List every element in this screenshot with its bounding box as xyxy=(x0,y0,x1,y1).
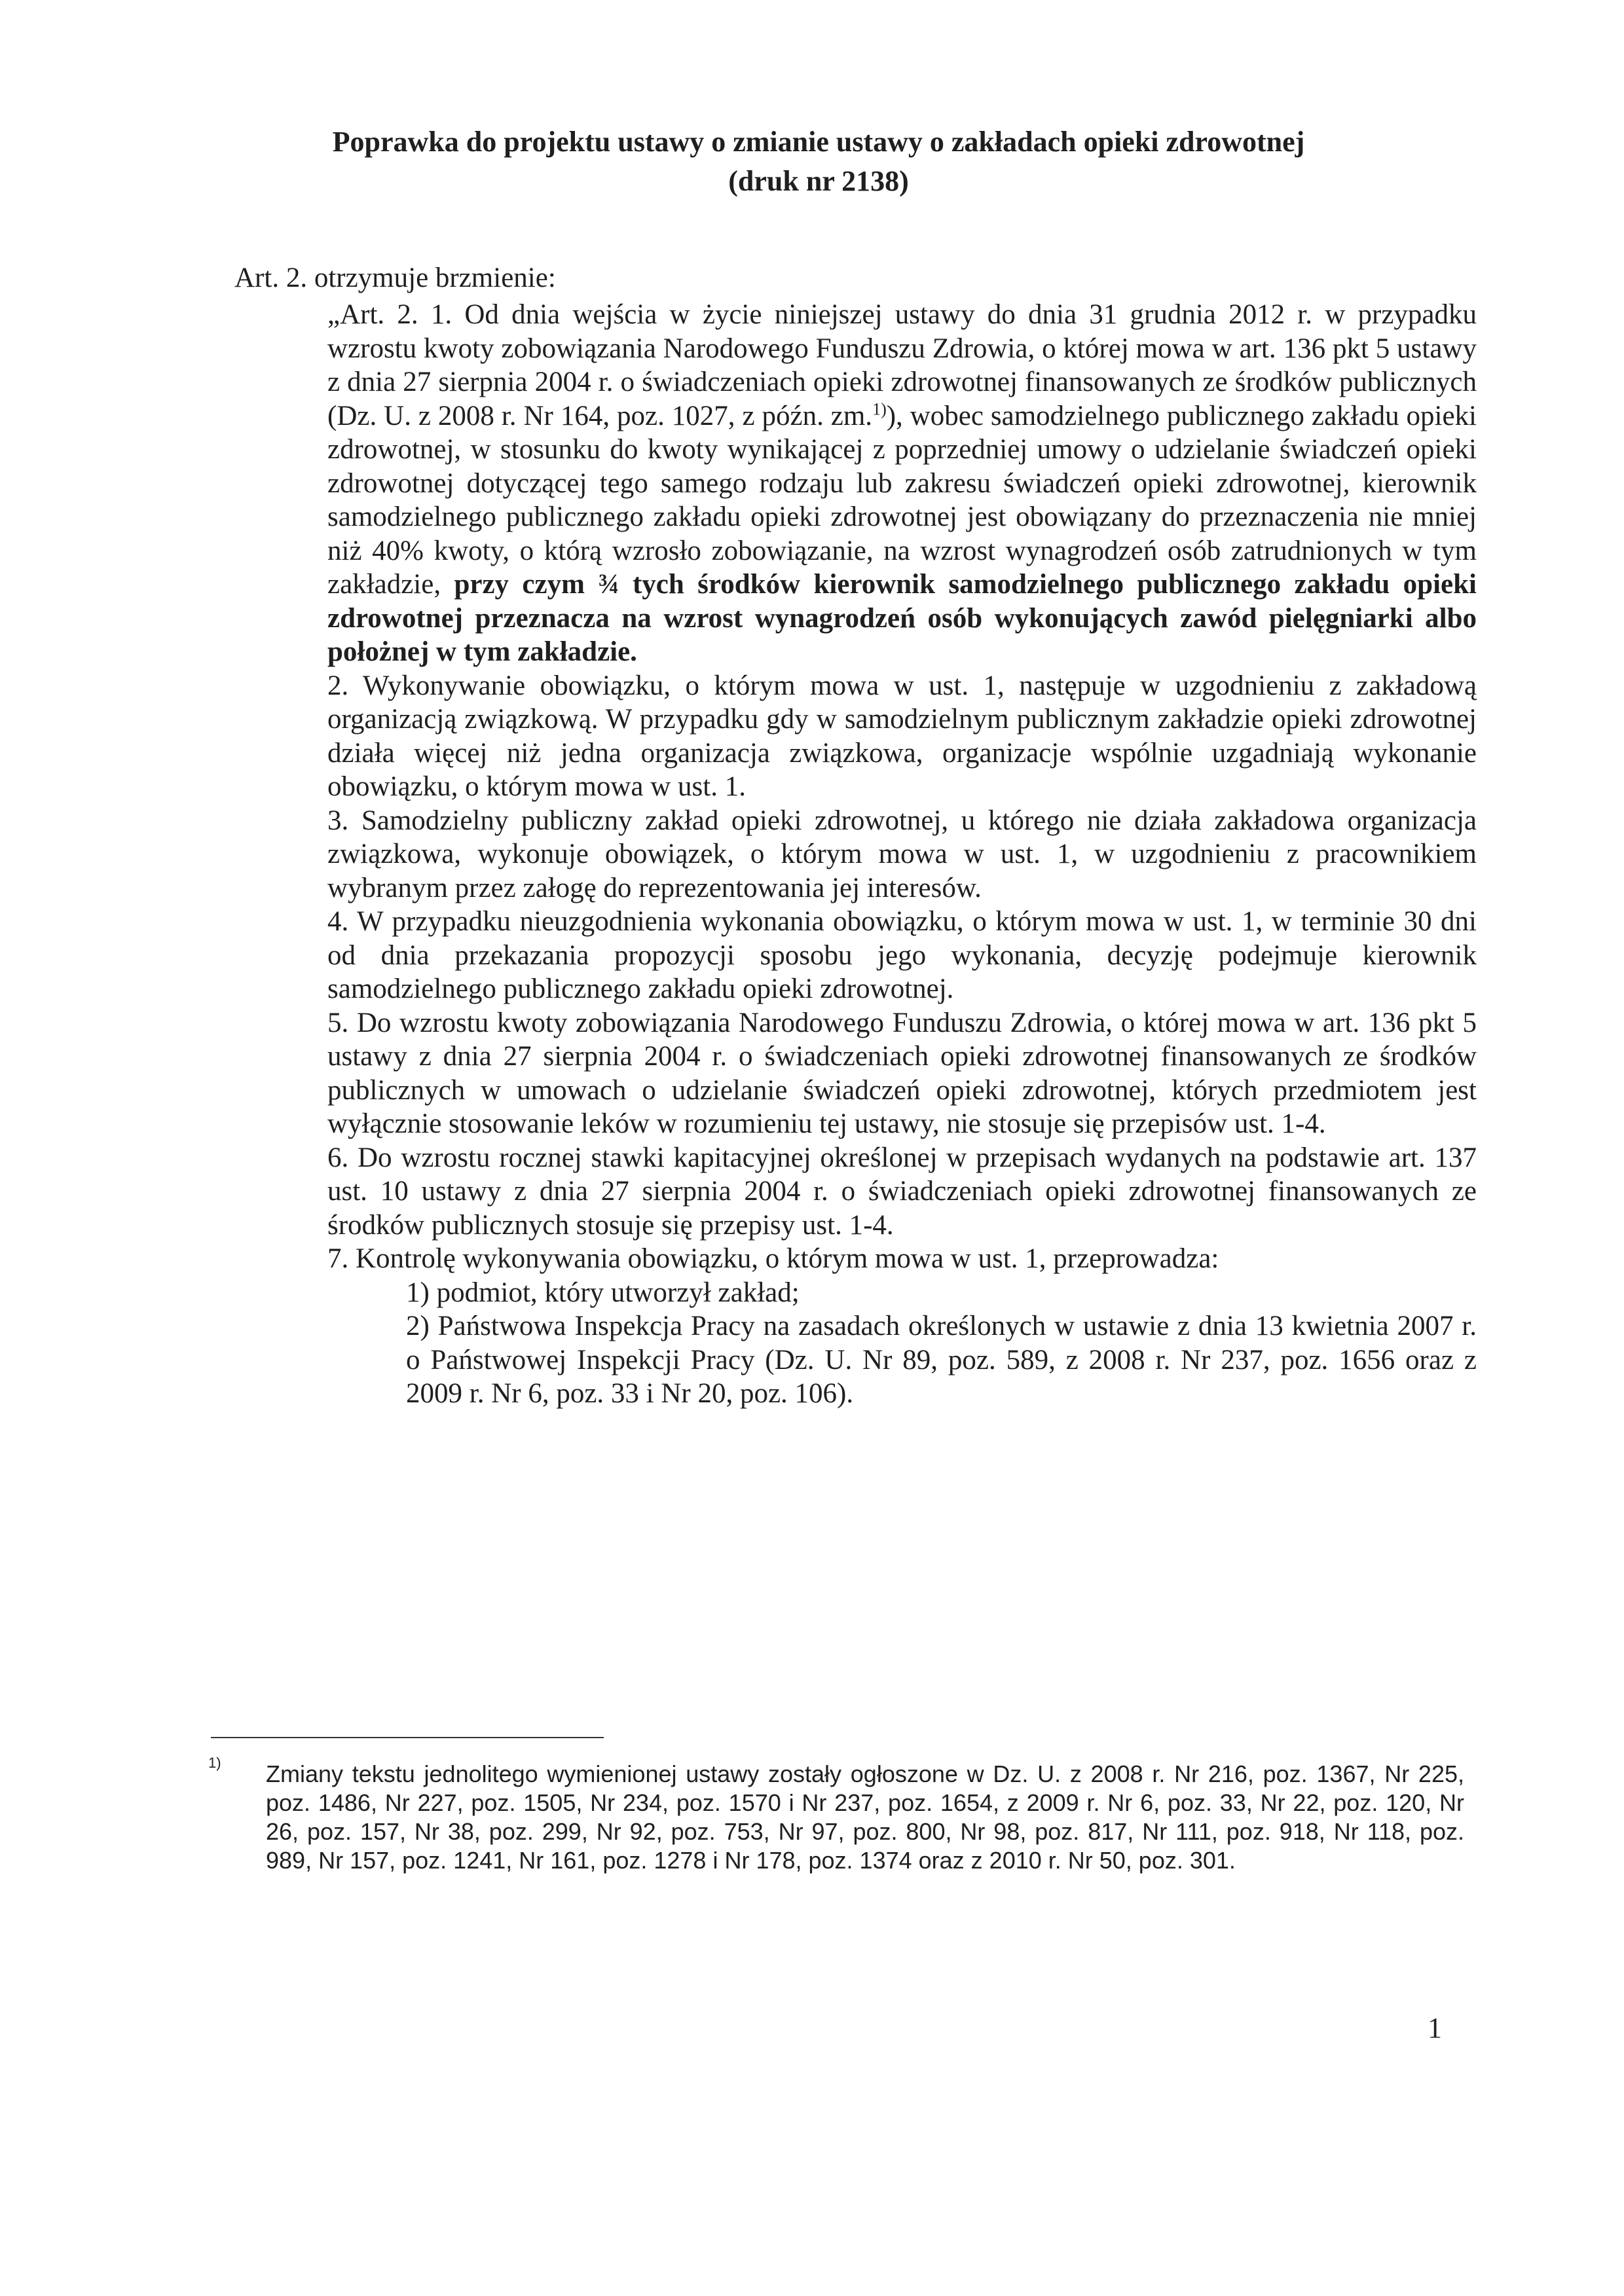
article-intro: Art. 2. otrzymuje brzmienie: xyxy=(234,263,556,293)
paragraph-3: 3. Samodzielny publiczny zakład opieki zdrowotnej, u którego nie działa zakładowa organizacja związkowa, wykonuje obowiązek, o którym mowa w ust. 1, w uzgodnieniu z pracownikiem wybranym przez załogę do reprezentowania jej interesów. xyxy=(327,805,1477,903)
point-1: 1) podmiot, który utworzył zakład; xyxy=(406,1277,800,1308)
document-title: Poprawka do projektu ustawy o zmianie ustawy o zakładach opieki zdrowotnej xyxy=(332,126,1305,158)
paragraph-1 xyxy=(327,298,1477,669)
paragraph-1-text-continued: ), wobec samodzielnego publicznego zakładu opieki zdrowotnej, w stosunku do kwoty wynikającej z poprzedniej umowy o udzielanie świadczeń opieki zdrowotnej dotyczącej tego samego rodzaju lub zakresu świadczeń opieki zdrowotnej, kierownik samodzielnego publicznego zakładu opieki zdrowotnej jest obowiązany do przeznaczenia nie mniej niż 40% kwoty, o którą wzrosło zobowiązanie, na wzrost wynagrodzeń osób zatrudnionych w tym zakładzie, xyxy=(327,400,1477,600)
paragraph-6: 6. Do wzrostu rocznej stawki kapitacyjnej określonej w przepisach wydanych na podstawie art. 137 ust. 10 ustawy z dnia 27 sierpnia 2004 r. o świadczeniach opieki zdrowotnej finansowanych ze środków publicznych stosuje się przepisy ust. 1-4. xyxy=(327,1142,1477,1241)
document-print-number: (druk nr 2138) xyxy=(728,165,909,197)
paragraph-1-amendment-bold: przy czym ¾ tych środków kierownik samodzielnego publicznego zakładu opieki zdrowotnej przeznacza na wzrost wynagrodzeń osób wykonujących zawód pielęgniarki albo położnej w tym zakładzie. xyxy=(327,569,1477,667)
paragraph-2: 2. Wykonywanie obowiązku, o którym mowa w ust. 1, następuje w uzgodnieniu z zakładową organizacją związkową. W przypadku gdy w samodzielnym publicznym zakładzie opieki zdrowotnej działa więcej niż jedna organizacja związkowa, organizacje wspólnie uzgadniają wykonanie obowiązku, o którym mowa w ust. 1. xyxy=(327,670,1477,802)
footnote-reference: 1) xyxy=(872,399,887,419)
point-2: 2) Państwowa Inspekcja Pracy na zasadach określonych w ustawie z dnia 13 kwietnia 2007 r. o Państwowej Inspekcji Pracy (Dz. U. Nr 89, poz. 589, z 2008 r. Nr 237, poz. 1656 oraz z 2009 r. Nr 6, poz. 33 i Nr 20, poz. 106). xyxy=(406,1311,1477,1409)
footnote-text: Zmiany tekstu jednolitego wymienionej ustawy zostały ogłoszone w Dz. U. z 2008 r. Nr 216, poz. 1367, Nr 225, poz. 1486, Nr 227, poz. 1505, Nr 234, poz. 1570 i Nr 237, poz. 1654, z 2009 r. Nr 6, poz. 33, Nr 22, poz. 120, Nr 26, poz. 157, Nr 38, poz. 299, Nr 92, poz. 753, Nr 97, poz. 800, Nr 98, poz. 817, Nr 111, poz. 918, Nr 118, poz. 989, Nr 157, poz. 1241, Nr 161, poz. 1278 i Nr 178, poz. 1374 oraz z 2010 r. Nr 50, poz. 301. xyxy=(266,1760,1464,1874)
paragraph-1-text: „Art. 2. 1. Od dnia wejścia w życie niniejszej ustawy do dnia 31 grudnia 2012 r. w przypadku wzrostu kwoty zobowiązania Narodowego Funduszu Zdrowia, o której mowa w art. 136 pkt 5 ustawy z dnia 27 sierpnia 2004 r. o świadczeniach opieki zdrowotnej finansowanych ze środków publicznych (Dz. U. z 2008 r. Nr 164, poz. 1027, z późn. zm. xyxy=(327,299,1477,431)
footnote-marker: 1) xyxy=(208,1755,221,1771)
paragraph-4: 4. W przypadku nieuzgodnienia wykonania obowiązku, o którym mowa w ust. 1, w terminie 30 dni od dnia przekazania propozycji sposobu jego wykonania, decyzję podejmuje kierownik samodzielnego publicznego zakładu opieki zdrowotnej. xyxy=(327,906,1477,1004)
paragraph-7: 7. Kontrolę wykonywania obowiązku, o którym mowa w ust. 1, przeprowadza: xyxy=(327,1243,1219,1274)
page-number: 1 xyxy=(1428,2012,1442,2044)
paragraph-7-points xyxy=(327,1276,1477,1411)
footnote-separator xyxy=(211,1737,604,1738)
paragraph-5: 5. Do wzrostu kwoty zobowiązania Narodowego Funduszu Zdrowia, o której mowa w art. 136 pkt 5 ustawy z dnia 27 sierpnia 2004 r. o świadczeniach opieki zdrowotnej finansowanych ze środków publicznych w umowach o udzielanie świadczeń opieki zdrowotnej, których przedmiotem jest wyłącznie stosowanie leków w rozumieniu tej ustawy, nie stosuje się przepisów ust. 1-4. xyxy=(327,1007,1477,1139)
article-body xyxy=(327,298,1477,1411)
